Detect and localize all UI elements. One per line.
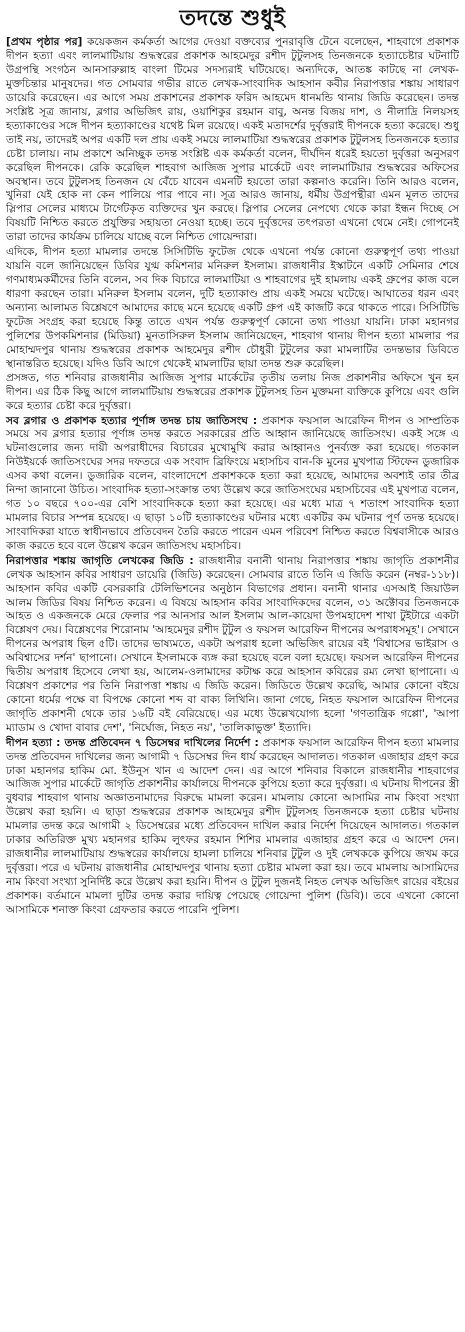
subheading-un: সব ব্লগার ও প্রকাশক হত্যার পূর্ণাঙ্গ তদন্ত চায় জাতিসংঘ : — [6, 414, 258, 427]
paragraph-text: এদিকে, দীপন হত্যা মামলার তদন্তে সিসিটিভি ফুটেজ থেকে এখনো পর্যন্ত কোনো গুরুত্বপূর্ণ তথ্য পাওয়া যায়নি বলে জানিয়েছেন ডিবির যুগ্ম কমিশনার মনিরুল ইসলাম। রাজধানীর ইস্কাটনে একটি সেমিনার শেষে গণমাধ্যমকর্মীদের তিনি বলেন, সব দিক বিচারে লালমাটিয়া ও শাহবাগের দুই হামলায় একই গ্রুপের কাজ বলে ধারণা করছেন তারা। মনিরুল ইসলাম বলেন, দুটি হত্যাকাণ্ড প্রায় একই সময়ে ঘটেছে। আঘাতের ধরন এবং অন্যান্য আলামত বিশ্লেষণে আমাদের কাছে মনে হয়েছে একটি গ্রুপ এই কাজটি করে থাকতে পারে। সিসিটিভি ফুটেজ সংগ্রহ করা হয়েছে কিন্তু তাতে এখন পর্যন্ত গুরুত্বপূর্ণ কোনো তথ্য পাওয়া যায়নি। ঢাকা মহানগর পুলিশের উপকমিশনার (মিডিয়া) মুনতাসিরুল ইসলাম জানিয়েছেন, শাহবাগ থানায় দীপন হত্যা মামলার পর মোহাম্মদপুর থানায় শুদ্ধস্বরের প্রকাশক আহমেদুর রশীদ চৌধুরী টুটুলের করা মামলাটির তদন্তভার ডিবিতে স্থানান্তরিত হয়েছে। যদিও ডিবি আগে থেকেই মামলাটির ছায়া তদন্ত শুরু করেছিল। — [6, 245, 459, 370]
article-paragraph — [6, 555, 459, 736]
article-paragraph — [6, 737, 459, 918]
article-paragraph — [6, 415, 459, 555]
paragraph-text: প্রকাশক ফয়সাল আরেফিন দীপন হত্যা মামলার তদন্ত প্রতিবেদন দাখিলের জন্য আগামী ৭ ডিসেম্বর দিন ধার্য করেছেন আদালত। গতকাল এজাহার গ্রহণ করে ঢাকা মহানগর হাকিম মো. ইউনুস খান এ আদেশ দেন। এর আগে শনিবার বিকালে রাজধানীর শাহবাগের আজিজ সুপার মার্কেটে জাগৃতি প্রকাশনীর কার্যালয়ে দীপনকে কুপিয়ে হত্যা করে দুর্বৃত্তরা। এ ঘটনায় দীপনের স্ত্রী বুধবার শাহবাগ থানায় অজ্ঞাতনামাদের বিরুদ্ধে মামলা করেন। মামলায় কোনো আসামির নাম কিংবা সংখ্যা উল্লেখ করা হয়নি। এ ছাড়া শুদ্ধস্বরের প্রকাশক আহমেদুর রশীদ টুটুলসহ তিনজনকে হত্যা চেষ্টার ঘটনায় মামলার তদন্ত করে আগামী ২ ডিসেম্বরের মধ্যে প্রতিবেদন দাখিল করার নির্দেশ দিয়েছেন আদালত। গতকাল ঢাকার অতিরিক্ত মুখ্য মহানগর হাকিম লুৎফর রহমান শিশির মামলার এজাহার গ্রহণ করে এ আদেশ দেন। রাজধানীর লালমাটিয়ায় শুদ্ধস্বরের কার্যালয়ে হামলা চালিয়ে শনিবার টুটুল ও দুই লেখককে কুপিয়ে জখম করে দুর্বৃত্তরা। পরে এ ঘটনায় রাজধানীর মোহাম্মদপুর থানায় হত্যা চেষ্টার মামলা করা হয়। তবে মামলায় আসামিদের নাম কিংবা সংখ্যা সুনির্দিষ্ট করে উল্লেখ করা হয়নি। দীপন ও টুটুল দুজনই নিহত লেখক অভিজিৎ রায়ের বইয়ের প্রকাশক। বর্তমানে মামলা দুটির তদন্ত করার দায়িত্ব পেয়েছে গোয়েন্দা পুলিশ (ডিবি)। তবে এখনো কোনো আসামিকে শনাক্ত কিংবা গ্রেফতার করতে পারেনি পুলিশ। — [6, 736, 459, 917]
paragraph-text: রাজধানীর বনানী থানায় নিরাপত্তার শঙ্কায় জাগৃতি প্রকাশনীর লেখক আহসান কবির সাধারণ ডায়েরি (জিডি) করেছেন। সোমবার রাতে তিনি এ জিডি করেন (নম্বর-১১৮)। আহসান কবির একটি বেসরকারি টেলিভিশনের অনুষ্ঠান বিভাগের প্রধান। বনানী থানার এসআই জিয়াউল আলম জিডির বিষয় নিশ্চিত করেন। এ বিষয়ে আহসান কবির সাংবাদিকদের বলেন, ৩১ অক্টোবর তিনজনকে আহত ও একজনকে মেরে ফেলার পর আনসার আল ইসলাম আল-কায়েদা উপমহাদেশ শাখা টুইটারে একটা বিশ্লেষণ দেয়। বিশ্লেষণের শিরোনাম 'আহমেদুর রশীদ টুটুল ও ফয়সল আরেফিন দীপনের অপরাধসমূহ'। সেখানে দীপনের অপরাধ ছিল ৫টি। তাদের ভাষ্যমতে, একটা অপরাধ হলো অভিজিৎ রায়ের বই 'বিশ্বাসের ভাইরাস ও অবিশ্বাসের দর্শন' ছাপানো। সেখানে ইসলামকে ব্যঙ্গ করা হয়েছে বলে বলা হয়েছে। ফয়সল আরেফিন দীপনের দ্বিতীয় অপরাধ হিসেবে লেখা হয়, আলেম-ওলামাদের কটাক্ষ করে আহসান কবিরের রম্য লেখা ছাপানো। এ বিশ্লেষণ প্রকাশের পর তিনি নিরাপত্তা শঙ্কায় এ জিডি করেন। জিডিতে উল্লেখ করেছি, আমার কোনো বইয়ে কোনো ধর্মের পক্ষে বা বিপক্ষে কোনো শব্দ বা বাক্য লিখিনি। জানা গেছে, নিহত ফয়সাল আরেফিন দীপনের জাগৃতি প্রকাশনী থেকে তার ১৬টি বই বেরিয়েছে। এর মধ্যে উল্লেখযোগ্য হলো 'গণতান্ত্রিক গপ্পো', 'আপা ম্যাডাম ও খোদা বাবার দেশ', 'নির্ঘোজ, নিহত নয়', 'তালিকাভুক্ত' ইত্যাদি। — [6, 554, 459, 735]
paragraph-text: প্রকাশক ফয়সাল আরেফিন দীপন ও সাম্প্রতিক সময়ে সব ব্লগার হত্যার পূর্ণাঙ্গ তদন্ত করতে সরকারের প্রতি আহ্বান জানিয়েছে জাতিসংঘ। একই সঙ্গে এ ঘটনাগুলোর জন্য দায়ী অপরাধীদের বিচারের মুখোমুখি করার আহ্বানও পুনর্ব্যক্ত করা হয়েছে। গতকাল নিউইয়র্কে জাতিসংঘের সদর দফতরে এক সংবাদ ব্রিফিংয়ে মহাসচিব বান-কি মুনের মুখপাত্র স্টিফেন ডুজারিক এসব কথা বলেন। ডুজারিক বলেন, বাংলাদেশে প্রকাশককে হত্যা করা হয়েছে, আমাদের অবশ্যই তার তীব্র নিন্দা জানানো উচিত। সাংবাদিক হত্যা-সংক্রান্ত তথ্য উল্লেখ করে জাতিসংঘের মহাসচিবের এই মুখপাত্র বলেন, গত ১০ বছরে ৭০০-এর বেশি সাংবাদিককে হত্যা করা হয়েছে। এর মধ্যে মাত্র ৭ শতাংশ সাংবাদিক হত্যা মামলার বিচার সম্পন্ন হয়েছে। এ ছাড়া ১০টি হত্যাকাণ্ডের ঘটনার মধ্যে একটির কম ঘটনার পূর্ণ তদন্ত হয়েছে। সাংবাদিকরা যাতে স্বাধীনভাবে প্রতিবেদন তৈরি করতে পারেন এমন পরিবেশ নিশ্চিত করতে বিশ্ববাসীকে আরও কাজ করতে হবে বলে উল্লেখ করেন জাতিসংঘ মহাসচিব। — [6, 414, 459, 553]
article-paragraph — [6, 246, 459, 372]
subheading-court: দীপন হত্যা : তদন্ত প্রতিবেদন ৭ ডিসেম্বর দাখিলের নির্দেশ : — [6, 736, 259, 749]
article-body — [6, 36, 459, 918]
article-paragraph — [6, 36, 459, 245]
paragraph-text: প্রসঙ্গত, গত শনিবার রাজধানীর আজিজ সুপার মার্কেটের তৃতীয় তলায় নিজ প্রকাশনীর অফিসে খুন হন দীপন। এর ঠিক কিছু আগে লালমাটিয়ায় শুদ্ধস্বরের প্রকাশক টুটুলসহ তিন মুক্তমনা ব্যক্তিকে কুপিয়ে এবং গুলি করে হত্যার চেষ্টা করে দুর্বৃত্তরা। — [6, 372, 459, 412]
continuation-marker: [প্রথম পৃষ্ঠার পর] — [6, 36, 83, 48]
article-paragraph — [6, 372, 459, 414]
paragraph-text: কয়েকজন কর্মকর্তা আগের দেওয়া বক্তব্যের পুনরাবৃত্তি টেনে বলেছেন, শাহবাগে প্রকাশক দীপন হত্যা এবং লালমাটিয়ায় শুদ্ধস্বরের প্রকাশক আহমেদুর রশীদ টুটুলসহ তিনজনকে হত্যাচেষ্টার ঘটনাটি উগ্রপন্থি সংগঠন আনসারুল্লাহ বাংলা টিমের সদস্যরাই ঘটিয়েছে। অন্যদিকে, আতঙ্ক কাটছে না লেখক-মুক্তচিন্তার মানুষদের। গত সোমবার গভীর রাতে লেখক-সাংবাদিক আহসান কবীর নিরাপত্তার শঙ্কায় সাধারণ ডায়েরি করেছেন। এর আগে সময় প্রকাশনের প্রকাশক ফরিদ আহমেদ ধানমন্ডি থানায় জিডি করেছেন। তদন্ত সংশ্লিষ্ট সূত্র জানায়, ব্লগার অভিজিৎ রায়, ওয়াশিকুর রহমান বাবু, অনন্ত বিজয় দাশ, ও নীলাদ্রি নিলয়সহ হত্যাকাণ্ডের সঙ্গে দীপন হত্যাকাণ্ডের যথেষ্ট মিল রয়েছে। একই মতাদর্শের দুর্বৃত্তরাই দীপনকে হত্যা করেছে। শুধু তাই নয়, তাদেরই অপর একটি দল প্রায় একই সময়ে লালমাটিয়া শুদ্ধস্বরের প্রকাশক টুটুলসহ তিনজনকে হত্যার চেষ্টা চালায়। নাম প্রকাশে অনিচ্ছুক তদন্ত সংশ্লিষ্ট এক কর্মকর্তা বলেন, দীর্ঘদিন ধরেই হয়তো দুর্বৃত্তরা অনুসরণ করেছিল দীপনকে। রেকি করেছিল শাহবাগ আজিজ সুপার মার্কেটে এবং লালমাটিয়ার শুদ্ধস্বরের অফিসের অবস্থান। তবে টুটুলসহ তিনজন যে বেঁচে যাবেন এমনটি হয়তো তারা কল্পনাও করেনি। তিনি আরও বলেন, খুনিরা যেই হোক না কেন পালিয়ে পার পাবে না। সূত্র আরও জানায়, ধর্মীয় উগ্রপন্থীরা এমন মূলত তাদের স্লিপার সেলের মাধ্যমে টার্গেটকৃত ব্যক্তিদের খুন করছে। স্লিপার সেলের নেপথ্যে থেকে কারা ইন্ধন দিচ্ছে সে বিষয়টি নিশ্চিত করতে প্রযুক্তির সহায়তা নেওয়া হচ্ছে। তবে দুর্বৃত্তদের তৎপরতা এখনো থেমে নেই। গোপনেই তারা তাদের কার্যক্রম চালিয়ে যাচ্ছে বলে নিশ্চিত গোয়েন্দারা। — [6, 36, 459, 244]
subheading-gd: নিরাপত্তার শঙ্কায় জাগৃতি লেখকের জিডি : — [6, 554, 194, 567]
article-headline: তদন্তে শুধুই — [179, 6, 286, 31]
